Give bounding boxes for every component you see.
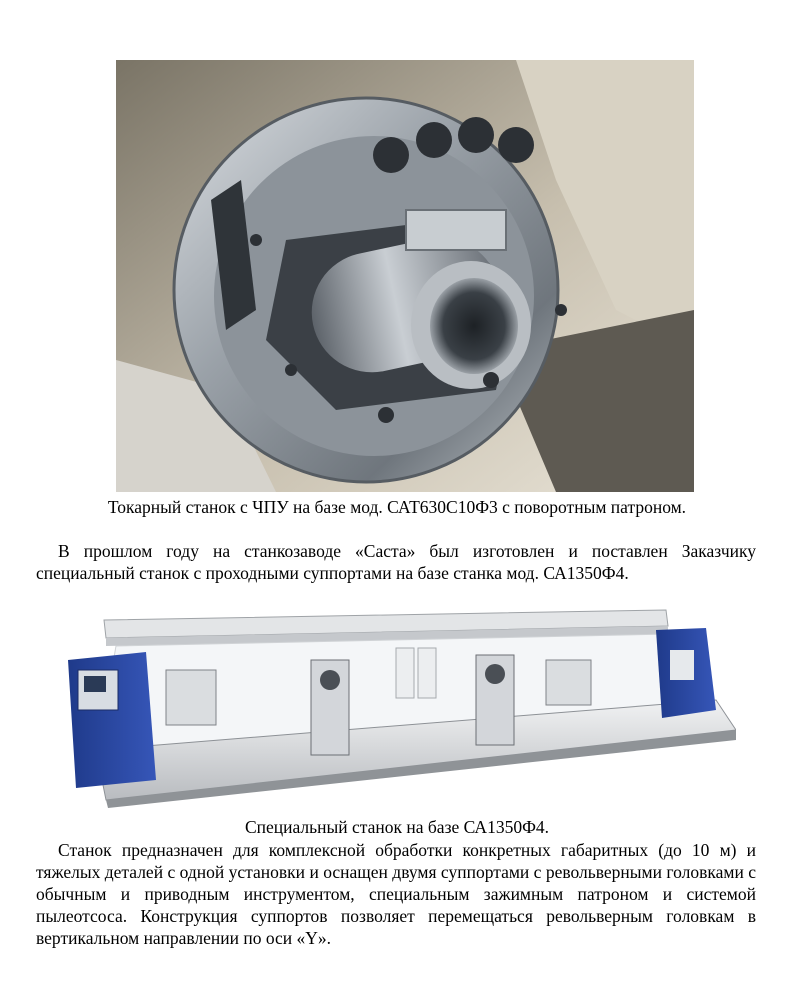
special-lathe-illustration [56,600,736,812]
paragraph: Станок предназначен для комплексной обработки конкретных габаритных (до 10 м) и тяжелых деталей с одной установки и оснащен двумя суппортами с револьверными головками с обычным и приводным инструментом, специальным зажимным патроном и системой пылеотсоса. Конструкция суппортов позволяет перемещаться револьверным головкам в вертикальном направлении по оси «Y». [36,840,756,948]
figure-caption: Специальный станок на базе СА1350Ф4. [244,817,550,837]
paragraph: В прошлом году на станкозаводе «Саста» был изготовлен и поставлен Заказчику специальный станок с проходными суппортами на базе станка мод. СА1350Ф4. [36,541,756,583]
rotary-chuck-illustration [116,60,694,492]
figure-special-lathe-photo [56,600,736,812]
figure-caption: Токарный станок с ЧПУ на базе мод. САТ630С10Ф3 с поворотным патроном. [107,497,687,517]
figure-rotary-chuck-photo [116,60,694,492]
